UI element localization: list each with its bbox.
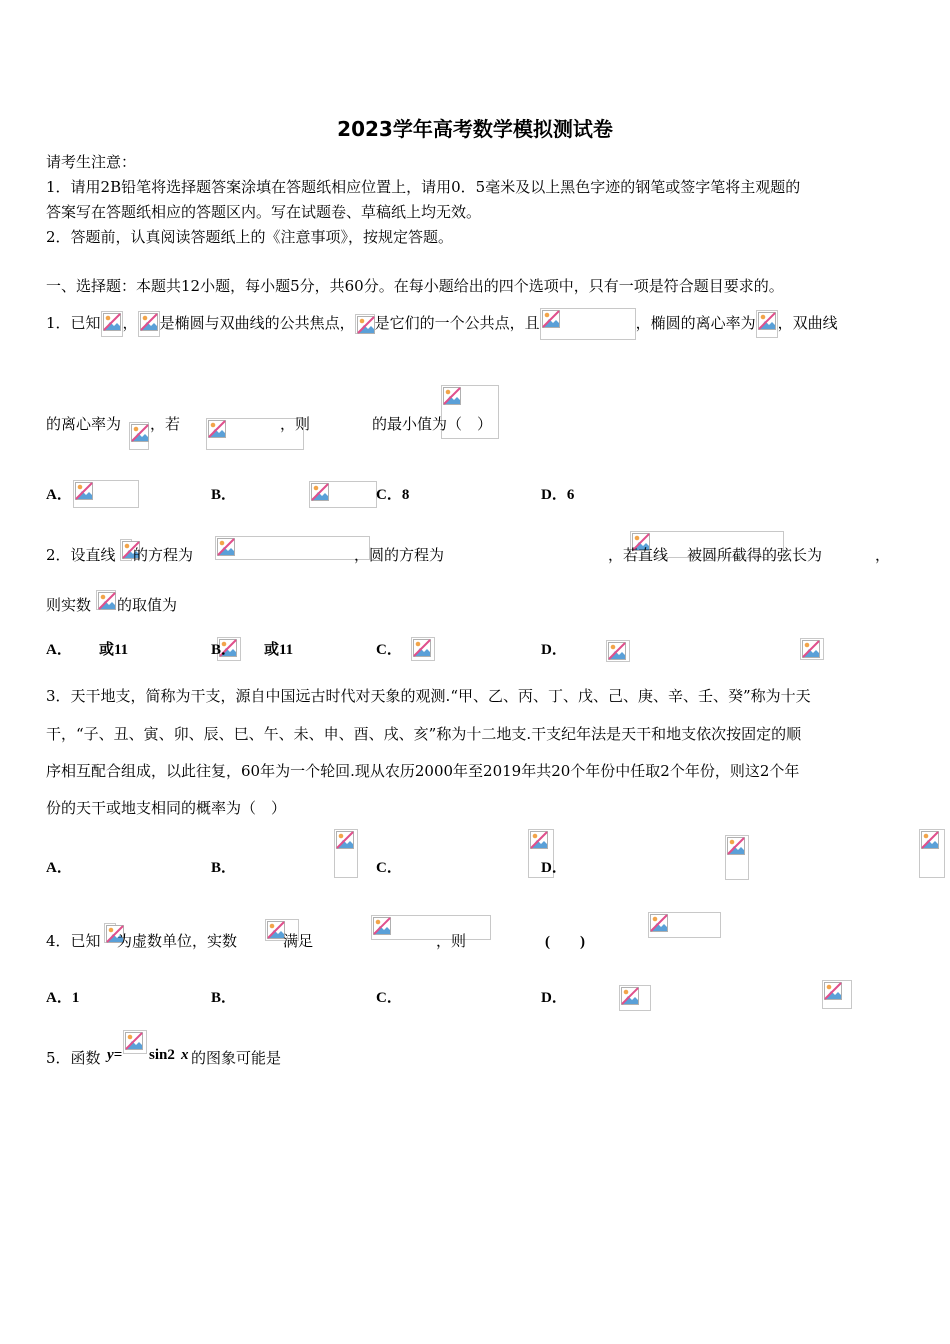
- option-formula-image: [800, 638, 824, 660]
- formula-image: [756, 310, 778, 338]
- q2-text: 2．设直线: [46, 546, 116, 564]
- notice-line-2: 答案写在答题纸相应的答题区内。写在试题卷、草稿纸上均无效。: [46, 203, 482, 221]
- q1-text: 1．已知: [46, 314, 101, 332]
- q5-func: y=: [107, 1047, 123, 1063]
- option-formula-image: [73, 480, 139, 508]
- q4-option-c-label: C．: [376, 990, 402, 1006]
- formula-image: [355, 314, 375, 334]
- q1-text: ，双曲线: [777, 314, 838, 332]
- q3-option-a-label: A．: [46, 860, 72, 876]
- formula-image: [120, 539, 132, 561]
- q5-func: x: [181, 1047, 189, 1063]
- notice-line-3: 2．答题前，认真阅读答题纸上的《注意事项》，按规定答题。: [46, 228, 454, 246]
- q2-text: ，: [875, 546, 891, 564]
- formula-image: [123, 1030, 147, 1054]
- q4-option-d-label: D．: [541, 990, 567, 1006]
- option-formula-image: [822, 980, 852, 1009]
- formula-image: [96, 590, 116, 610]
- notice-heading: 请考生注意：: [46, 153, 137, 171]
- q4-answer-blank: ( ): [545, 934, 585, 950]
- formula-image: [371, 915, 491, 940]
- option-formula-image: [334, 829, 358, 878]
- q1-text: 的离心率为: [46, 415, 122, 433]
- q4-text: 满足: [283, 932, 314, 950]
- q5-text: 的图象可能是: [191, 1049, 282, 1067]
- q2-option-d-label: D．: [541, 642, 567, 658]
- option-formula-image: [606, 640, 630, 662]
- formula-image: [540, 308, 636, 340]
- q1-option-c-label: C．8: [376, 487, 410, 503]
- question-3-line-2: 干，“子、丑、寅、卯、辰、巳、午、未、申、酉、戌、亥”称为十二地支.干支纪年法是天干和地支依次按固定的顺: [46, 725, 802, 743]
- q1-text: ，椭圆的离心率为: [635, 314, 756, 332]
- question-4-line: [46, 912, 585, 950]
- question-1-line-1: [46, 300, 838, 336]
- formula-image: [648, 912, 721, 938]
- q5-text: 5．函数: [46, 1049, 101, 1067]
- q4-text: 为虚数单位，实数: [117, 932, 238, 950]
- q1-text: 的最小值为（ ）: [372, 415, 493, 433]
- q1-text: ，: [122, 314, 138, 332]
- q2-text: 的方程为: [133, 546, 194, 564]
- q1-option-a-label: A．: [46, 487, 72, 503]
- q4-option-b-label: B．: [211, 990, 237, 1006]
- option-formula-image: [725, 835, 749, 880]
- q4-text: 4．已知: [46, 932, 101, 950]
- page-title: 2023学年高考数学模拟测试卷: [337, 117, 613, 141]
- question-2-line-2: [46, 588, 178, 614]
- formula-image: [101, 311, 123, 337]
- question-1-line-2: [46, 385, 493, 441]
- q1-text: ，若: [150, 415, 181, 433]
- q4-option-a-label: A．1: [46, 990, 80, 1006]
- formula-image: [138, 311, 160, 337]
- question-3-line-3: 序相互配合组成，以此往复，60年为一个轮回.现从农历2000年至2019年共20个年份中任取2个年份，则这2个年: [46, 762, 800, 780]
- q2-text: 被圆所截得的弦长为: [687, 546, 823, 564]
- option-formula-image: [411, 637, 435, 661]
- option-formula-image: [619, 985, 651, 1011]
- q2-text: 则实数: [46, 596, 92, 614]
- q2-option-b-label: B．: [211, 642, 237, 658]
- question-3-line-1: 3．天干地支，简称为干支，源自中国远古时代对天象的观测.“甲、乙、丙、丁、戊、己、庚、辛、壬、癸”称为十天: [46, 687, 811, 705]
- q1-text: 是椭圆与双曲线的公共焦点，: [159, 314, 355, 332]
- q2-text: ，若直线: [608, 546, 669, 564]
- formula-image: [215, 536, 370, 560]
- q1-option-b-label: B．: [211, 487, 237, 503]
- notice-line-1: 1．请用2B铅笔将选择题答案涂填在答题纸相应位置上，请用0．5毫米及以上黑色字迹的钢笔或签字笔将主观题的: [46, 178, 801, 196]
- q2-text: ，圆的方程为: [354, 546, 445, 564]
- q2-text: 的取值为: [117, 596, 178, 614]
- q4-text: ，则: [436, 932, 467, 950]
- q2-option-a-label: A．: [46, 642, 72, 658]
- q1-text: 是它们的一个公共点，且: [374, 314, 540, 332]
- q2-option-a-suffix: 或11: [99, 642, 129, 658]
- formula-image: [129, 422, 149, 450]
- q2-option-c-label: C．: [376, 642, 402, 658]
- formula-image: [104, 923, 116, 943]
- q1-text: ，则: [280, 415, 311, 433]
- q2-option-b-suffix: 或11: [264, 642, 294, 658]
- q3-option-b-label: B．: [211, 860, 237, 876]
- q3-option-c-label: C．: [376, 860, 402, 876]
- option-formula-image: [309, 481, 377, 508]
- q5-func: sin2: [149, 1047, 175, 1063]
- question-3-line-4: 份的天干或地支相同的概率为（ ）: [46, 799, 287, 817]
- q3-option-d-label: D．: [541, 860, 567, 876]
- question-5-line: [46, 1030, 282, 1070]
- question-2-line-1: [46, 527, 891, 567]
- option-formula-image: [919, 829, 945, 878]
- section-heading: 一、选择题：本题共12小题，每小题5分，共60分。在每小题给出的四个选项中，只有一项是符合题目要求的。: [46, 277, 784, 295]
- q1-option-d-label: D．6: [541, 487, 575, 503]
